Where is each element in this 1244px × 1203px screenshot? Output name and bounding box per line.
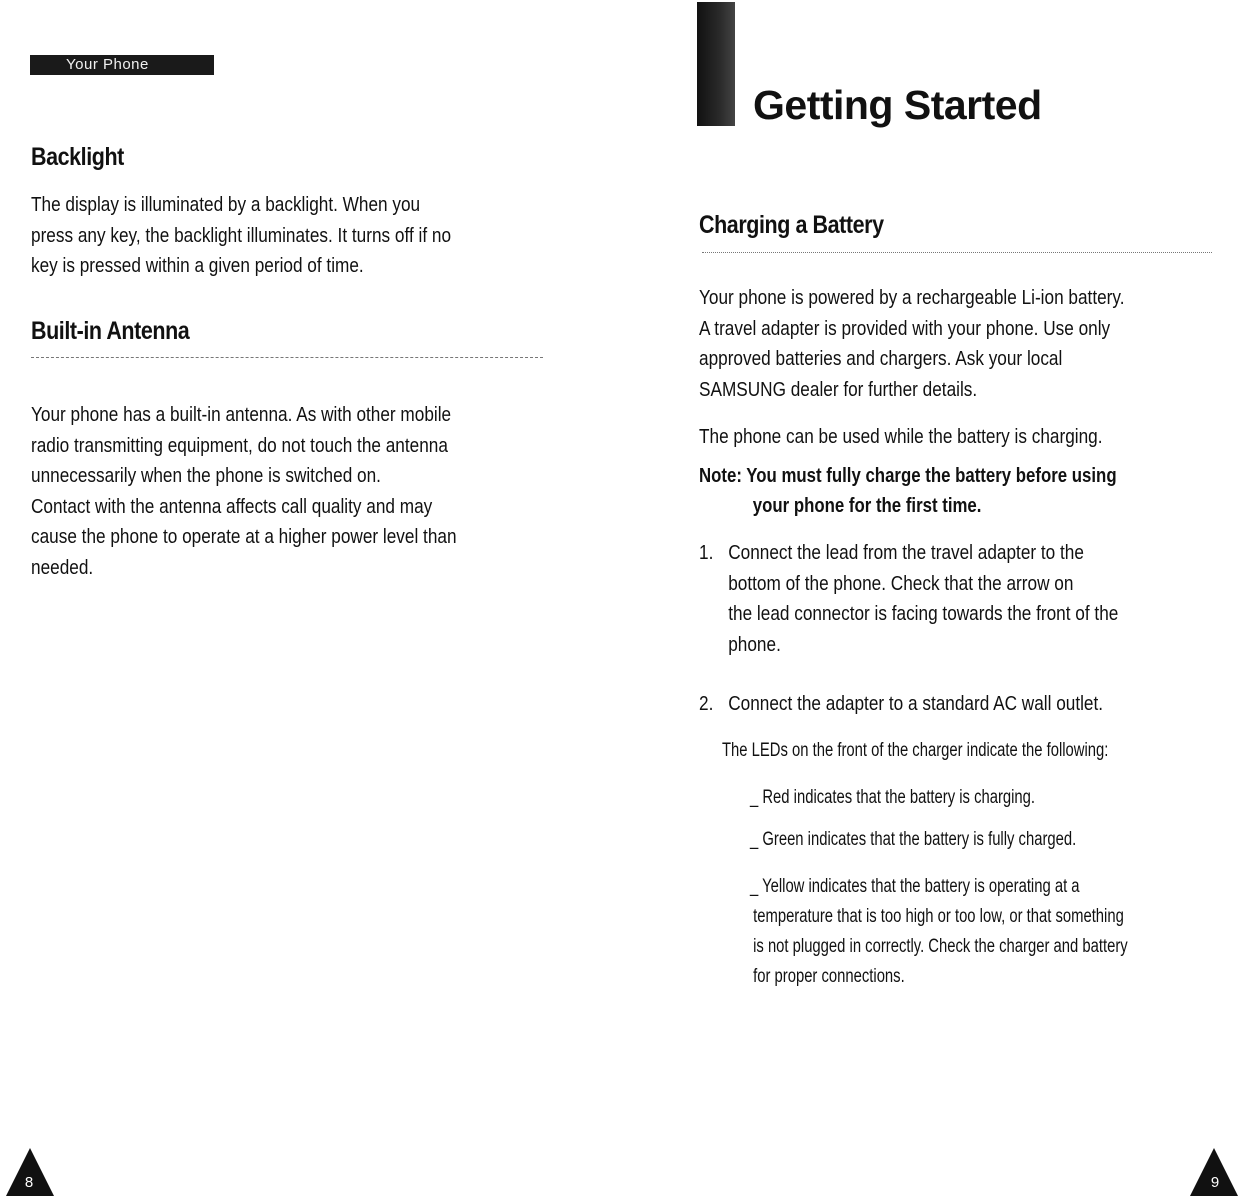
text-line: needed. [31,556,94,579]
usage-line: The phone can be used while the battery is charging. [699,426,1103,448]
antenna-paragraph [31,400,457,583]
text-line: Connect the lead from the travel adapter to the [728,542,1084,564]
antenna-heading: Built-in Antenna [31,317,190,345]
right-page [622,0,1244,1199]
page-number-marker [4,1146,56,1198]
step-1 [699,538,1118,660]
text-line: A travel adapter is provided with your phone. Use only [699,317,1111,340]
led-green: _ Green indicates that the battery is fully charged. [750,829,1077,850]
text-line: radio transmitting equipment, do not touch the antenna [31,434,448,457]
text-line: _ Yellow indicates that the battery is operating at a [750,876,1080,897]
divider [702,252,1212,253]
backlight-heading: Backlight [31,143,124,171]
backlight-paragraph [31,190,451,282]
left-page [0,0,622,1199]
step-number: 2. [699,693,714,715]
triangle-icon [1188,1146,1240,1198]
text-line: temperature that is too high or too low, or that something [753,906,1124,927]
note-label: Note: [699,465,742,487]
note-text: You must fully charge the battery before using [746,465,1117,487]
step-number: 1. [699,542,714,564]
text-line: The display is illuminated by a backlight. When you [31,194,421,216]
text-line: approved batteries and chargers. Ask your local [699,348,1063,370]
led-red: _ Red indicates that the battery is charging. [750,787,1036,808]
text-line: cause the phone to operate at a higher power level than [31,526,457,548]
text-line: is not plugged in correctly. Check the charger and battery [753,936,1128,957]
page-number: 9 [1210,1174,1220,1191]
text-line: phone. [728,633,781,656]
text-line: Connect the adapter to a standard AC wall outlet. [728,693,1104,715]
note-text: your phone for the first time. [752,495,982,517]
charging-intro [699,283,1124,405]
chapter-bar [697,2,735,126]
divider [31,357,543,358]
triangle-icon [4,1146,56,1198]
text-line: press any key, the backlight illuminates. It turns off if no [31,224,452,247]
text-line: Your phone is powered by a rechargeable Li-ion battery. [699,287,1125,309]
step-2 [699,689,1103,720]
led-yellow [750,872,1128,992]
text-line: key is pressed within a given period of time. [31,255,364,277]
section-tab-label: Your Phone [66,56,149,73]
section-tab [30,55,214,75]
note [699,461,1117,521]
page-number: 8 [24,1174,34,1191]
text-line: unnecessarily when the phone is switched on. [31,465,381,487]
text-line: bottom of the phone. Check that the arrow on [728,572,1074,595]
led-intro: The LEDs on the front of the charger indicate the following: [722,740,1109,761]
charging-heading: Charging a Battery [699,211,884,239]
text-line: Contact with the antenna affects call quality and may [31,495,433,518]
text-line: for proper connections. [753,966,905,987]
text-line: SAMSUNG dealer for further details. [699,378,978,401]
text-line: Your phone has a built-in antenna. As with other mobile [31,404,452,426]
chapter-title: Getting Started [753,82,1042,128]
page-number-marker [1188,1146,1240,1198]
text-line: the lead connector is facing towards the front of the [728,603,1119,625]
